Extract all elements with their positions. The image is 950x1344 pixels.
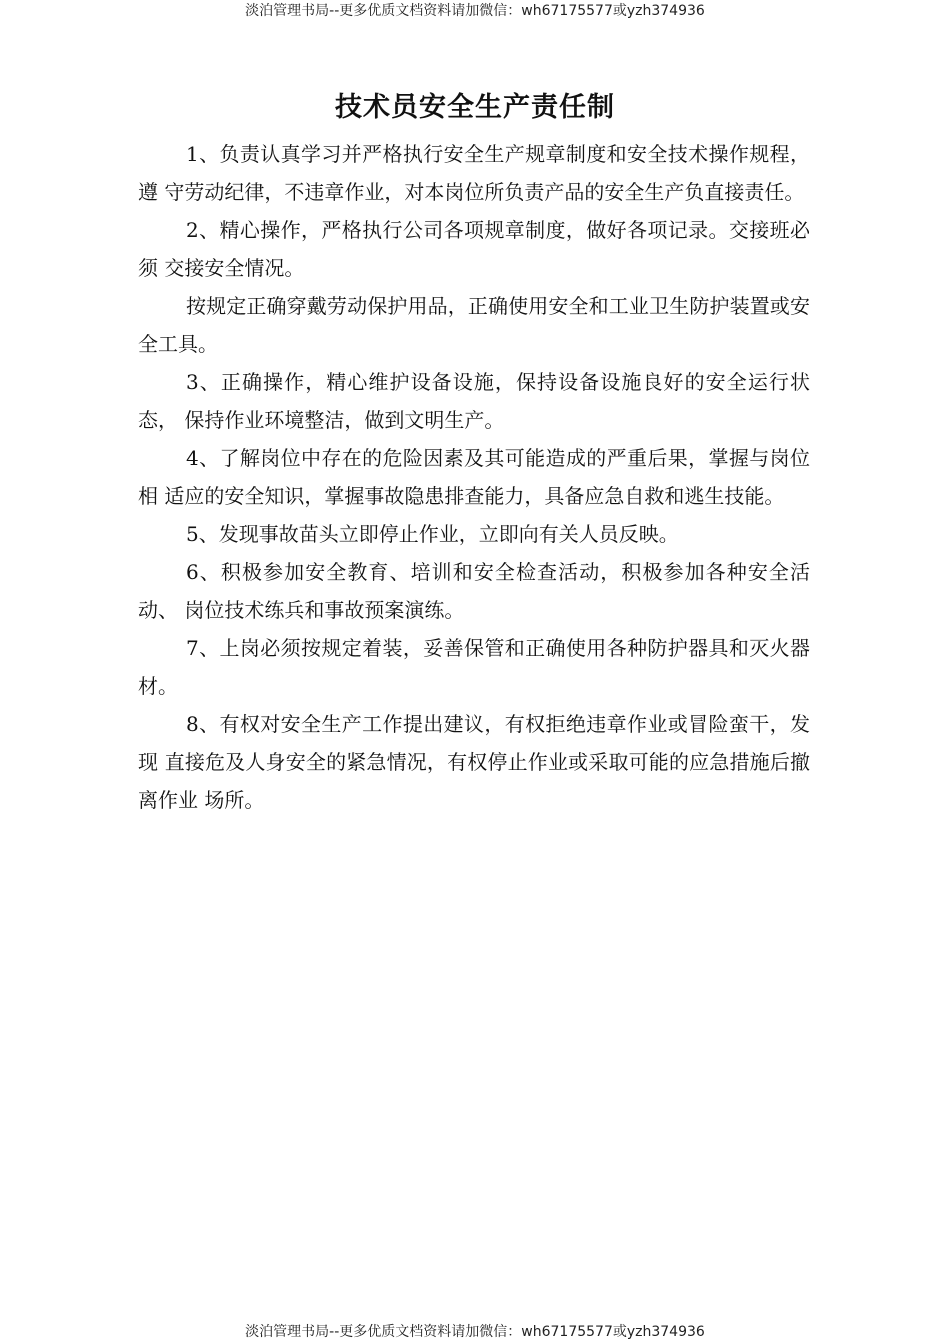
paragraph-2-protective-gear: 按规定正确穿戴劳动保护用品，正确使用安全和工业卫生防护装置或安全工具。 — [138, 294, 810, 356]
paragraph-8: 8、有权对安全生产工作提出建议，有权拒绝违章作业或冒险蛮干，发现 直接危及人身安全的紧急情况，有权停止作业或采取可能的应急措施后撤离作业 场所。 — [138, 712, 810, 812]
paragraph-4: 4、了解岗位中存在的危险因素及其可能造成的严重后果，掌握与岗位相 适应的安全知识，掌握事故隐患排查能力，具备应急自救和逃生技能。 — [138, 446, 810, 508]
page-footer: 淡泊管理书局--更多优质文档资料请加微信：wh67175577或yzh374936 — [245, 1324, 705, 1340]
document-body — [138, 135, 810, 819]
paragraph-7: 7、上岗必须按规定着装，妥善保管和正确使用各种防护器具和灭火器材。 — [138, 636, 810, 698]
paragraph-6: 6、积极参加安全教育、培训和安全检查活动，积极参加各种安全活动、 岗位技术练兵和事故预案演练。 — [138, 560, 810, 622]
page-header: 淡泊管理书局--更多优质文档资料请加微信：wh67175577或yzh374936 — [245, 3, 705, 19]
paragraph-2: 2、精心操作，严格执行公司各项规章制度，做好各项记录。交接班必须 交接安全情况。 — [138, 218, 810, 280]
document-title: 技术员安全生产责任制 — [335, 92, 615, 123]
paragraph-1: 1、负责认真学习并严格执行安全生产规章制度和安全技术操作规程，遵 守劳动纪律，不违章作业，对本岗位所负责产品的安全生产负直接责任。 — [138, 142, 810, 204]
paragraph-3: 3、正确操作，精心维护设备设施，保持设备设施良好的安全运行状态， 保持作业环境整洁，做到文明生产。 — [138, 370, 810, 432]
paragraph-5: 5、发现事故苗头立即停止作业，立即向有关人员反映。 — [186, 522, 679, 546]
